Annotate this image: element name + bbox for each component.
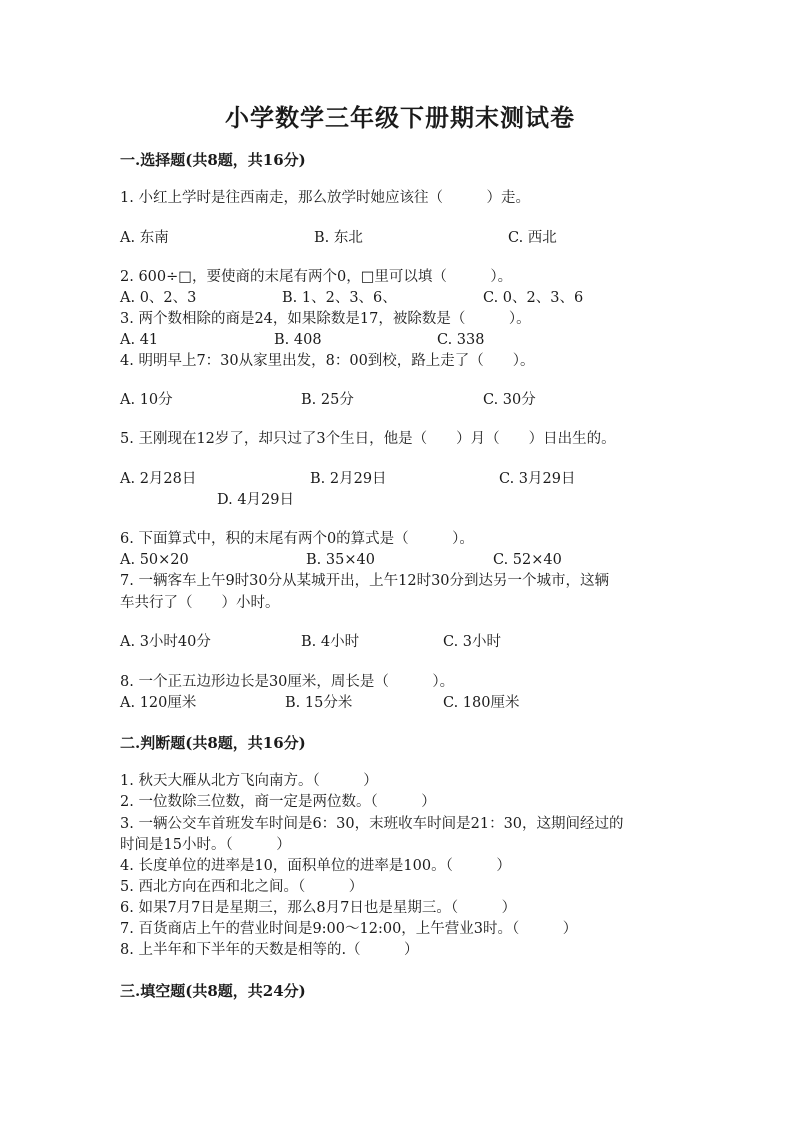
section-heading-judgement: 二.判断题(共8题，共16分) [120, 734, 306, 752]
question-2-option-c: C. 0、2、3、6 [483, 290, 584, 306]
judgement-item-7: 7. 百货商店上午的营业时间是9:00～12:00，上午营业3时。（ ） [120, 921, 578, 937]
question-5-option-c: C. 3月29日 [499, 471, 576, 487]
question-6-option-a: A. 50×20 [120, 552, 189, 568]
question-6: 6. 下面算式中，积的末尾有两个0的算式是（ ）。 [120, 531, 474, 547]
question-2-option-b: B. 1、2、3、6、 [282, 290, 397, 306]
question-2: 2. 600÷□，要使商的末尾有两个0，□里可以填（ ）。 [120, 269, 513, 285]
question-4-option-c: C. 30分 [483, 392, 536, 408]
judgement-item-8: 8. 上半年和下半年的天数是相等的.（ ） [120, 942, 419, 958]
question-3-option-a: A. 41 [120, 332, 159, 348]
question-1-option-b: B. 东北 [314, 230, 363, 246]
judgement-item-4: 4. 长度单位的进率是10，面积单位的进率是100。（ ） [120, 858, 511, 874]
question-1-option-a: A. 东南 [120, 230, 169, 246]
question-4-option-a: A. 10分 [120, 392, 173, 408]
question-3-option-c: C. 338 [437, 332, 485, 348]
section-heading-choice: 一.选择题(共8题，共16分) [120, 151, 306, 169]
question-4: 4. 明明早上7：30从家里出发，8：00到校，路上走了（ ）。 [120, 353, 535, 369]
question-3-option-b: B. 408 [274, 332, 322, 348]
question-2-option-a: A. 0、2、3 [120, 290, 197, 306]
question-5: 5. 王刚现在12岁了，却只过了3个生日，他是（ ）月（ ）日出生的。 [120, 431, 616, 447]
question-7-option-b: B. 4小时 [301, 634, 360, 650]
question-8-option-c: C. 180厘米 [443, 695, 520, 711]
question-7-continued: 车共行了（ ）小时。 [120, 595, 280, 611]
judgement-item-5: 5. 西北方向在西和北之间。（ ） [120, 879, 364, 895]
judgement-item-3-continued: 时间是15小时。（ ） [120, 837, 291, 853]
question-1-option-c: C. 西北 [508, 230, 557, 246]
question-7: 7. 一辆客车上午9时30分从某城开出，上午12时30分到达另一个城市，这辆 [120, 573, 610, 589]
question-8-option-a: A. 120厘米 [120, 695, 197, 711]
judgement-item-1: 1. 秋天大雁从北方飞向南方。（ ） [120, 773, 378, 789]
question-7-option-c: C. 3小时 [443, 634, 502, 650]
question-6-option-c: C. 52×40 [493, 552, 562, 568]
question-5-option-d: D. 4月29日 [217, 492, 295, 508]
judgement-item-2: 2. 一位数除三位数，商一定是两位数。（ ） [120, 794, 436, 810]
question-5-option-a: A. 2月28日 [120, 471, 197, 487]
question-3: 3. 两个数相除的商是24，如果除数是17，被除数是（ ）。 [120, 311, 531, 327]
section-heading-fill-blank: 三.填空题(共8题，共24分) [120, 982, 306, 1000]
question-1: 1. 小红上学时是往西南走，那么放学时她应该往（ ）走。 [120, 190, 530, 206]
question-5-option-b: B. 2月29日 [310, 471, 387, 487]
question-4-option-b: B. 25分 [301, 392, 354, 408]
question-7-option-a: A. 3小时40分 [120, 634, 211, 650]
judgement-item-6: 6. 如果7月7日是星期三，那么8月7日也是星期三。（ ） [120, 900, 517, 916]
question-8-option-b: B. 15分米 [285, 695, 353, 711]
judgement-item-3: 3. 一辆公交车首班发车时间是6：30，末班收车时间是21：30，这期间经过的 [120, 816, 624, 832]
question-6-option-b: B. 35×40 [306, 552, 375, 568]
question-8: 8. 一个正五边形边长是30厘米，周长是（ ）。 [120, 674, 455, 690]
page-title: 小学数学三年级下册期末测试卷 [225, 103, 575, 132]
